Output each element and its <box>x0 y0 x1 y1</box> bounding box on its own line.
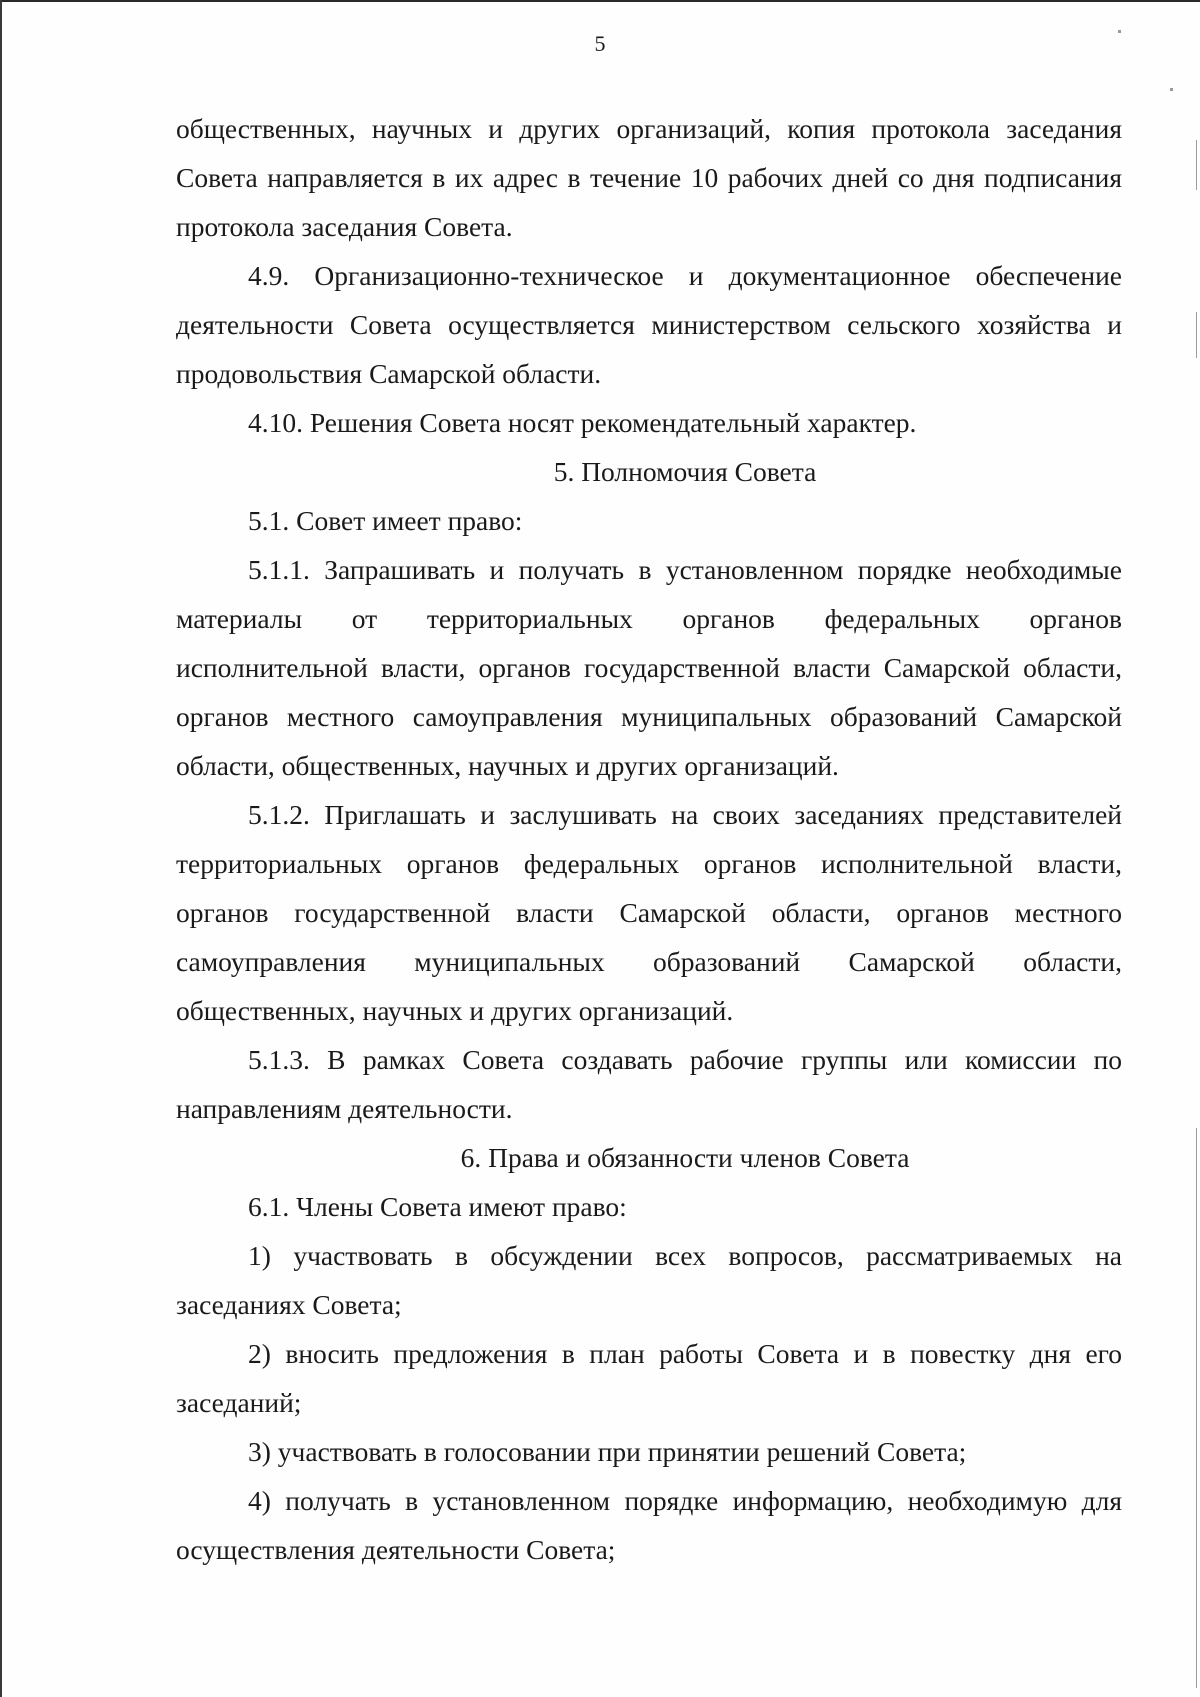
scan-mark <box>1196 312 1197 358</box>
paragraph: 4.10. Решения Совета носят рекомендательный характер. <box>248 407 917 438</box>
paragraph: 4.9. Организационно-техническое и документационное обеспечение деятельности Совета осуществляется министерством сельского хозяйства и продовольствия Самарской области. <box>176 260 1122 389</box>
scan-mark <box>1196 1128 1197 1688</box>
paragraph: 5.1.2. Приглашать и заслушивать на своих заседаниях представителей территориальных органов федеральных органов исполнительной власти, органов государственной власти Самарской области, органов местного <box>176 799 1122 928</box>
paragraph: исполнительной власти, органов государственной власти Самарской области, органов местного самоуправления муниципальных образований Самарской области, общественных, научных и других организаций. <box>176 652 1122 781</box>
scan-edge-left <box>0 0 2 1697</box>
paragraph: 5.1. Совет имеет право: <box>248 505 523 536</box>
paragraph-line: 5.1.1. Запрашивать и получать в установленном порядке необходимые <box>248 554 1122 585</box>
list-item: 4) получать в установленном порядке информацию, необходимую для осуществления деятельности Совета; <box>176 1485 1122 1565</box>
document-body <box>176 104 1122 1574</box>
paragraph-line: общественных, научных и других организаций. <box>176 995 734 1026</box>
list-item: 3) участвовать в голосовании при принятии решений Совета; <box>248 1436 967 1467</box>
list-item: 1) участвовать в обсуждении всех вопросов, рассматриваемых на заседаниях Совета; <box>176 1240 1122 1320</box>
paragraph: общественных, научных и других организаций, копия протокола заседания Совета направляется в их адрес в течение 10 рабочих дней со дня подписания протокола заседания Совета. <box>176 113 1122 242</box>
scan-mark <box>1170 88 1173 91</box>
scan-edge-top <box>0 0 1200 2</box>
paragraph: 5.1.3. В рамках Совета создавать рабочие группы или комиссии по направлениям деятельности. <box>176 1044 1122 1124</box>
scan-mark <box>1196 140 1197 190</box>
paragraph-line: самоуправления муниципальных образований Самарской области, <box>176 946 1122 977</box>
paragraph: 6.1. Члены Совета имеют право: <box>248 1191 627 1222</box>
paragraph-line: материалы от территориальных органов федеральных органов <box>176 603 1122 634</box>
page-number: 5 <box>594 31 606 56</box>
list-item: 2) вносить предложения в план работы Совета и в повестку дня его заседаний; <box>176 1338 1122 1418</box>
section-heading: 6. Права и обязанности членов Совета <box>460 1142 910 1173</box>
section-heading: 5. Полномочия Совета <box>553 456 817 487</box>
